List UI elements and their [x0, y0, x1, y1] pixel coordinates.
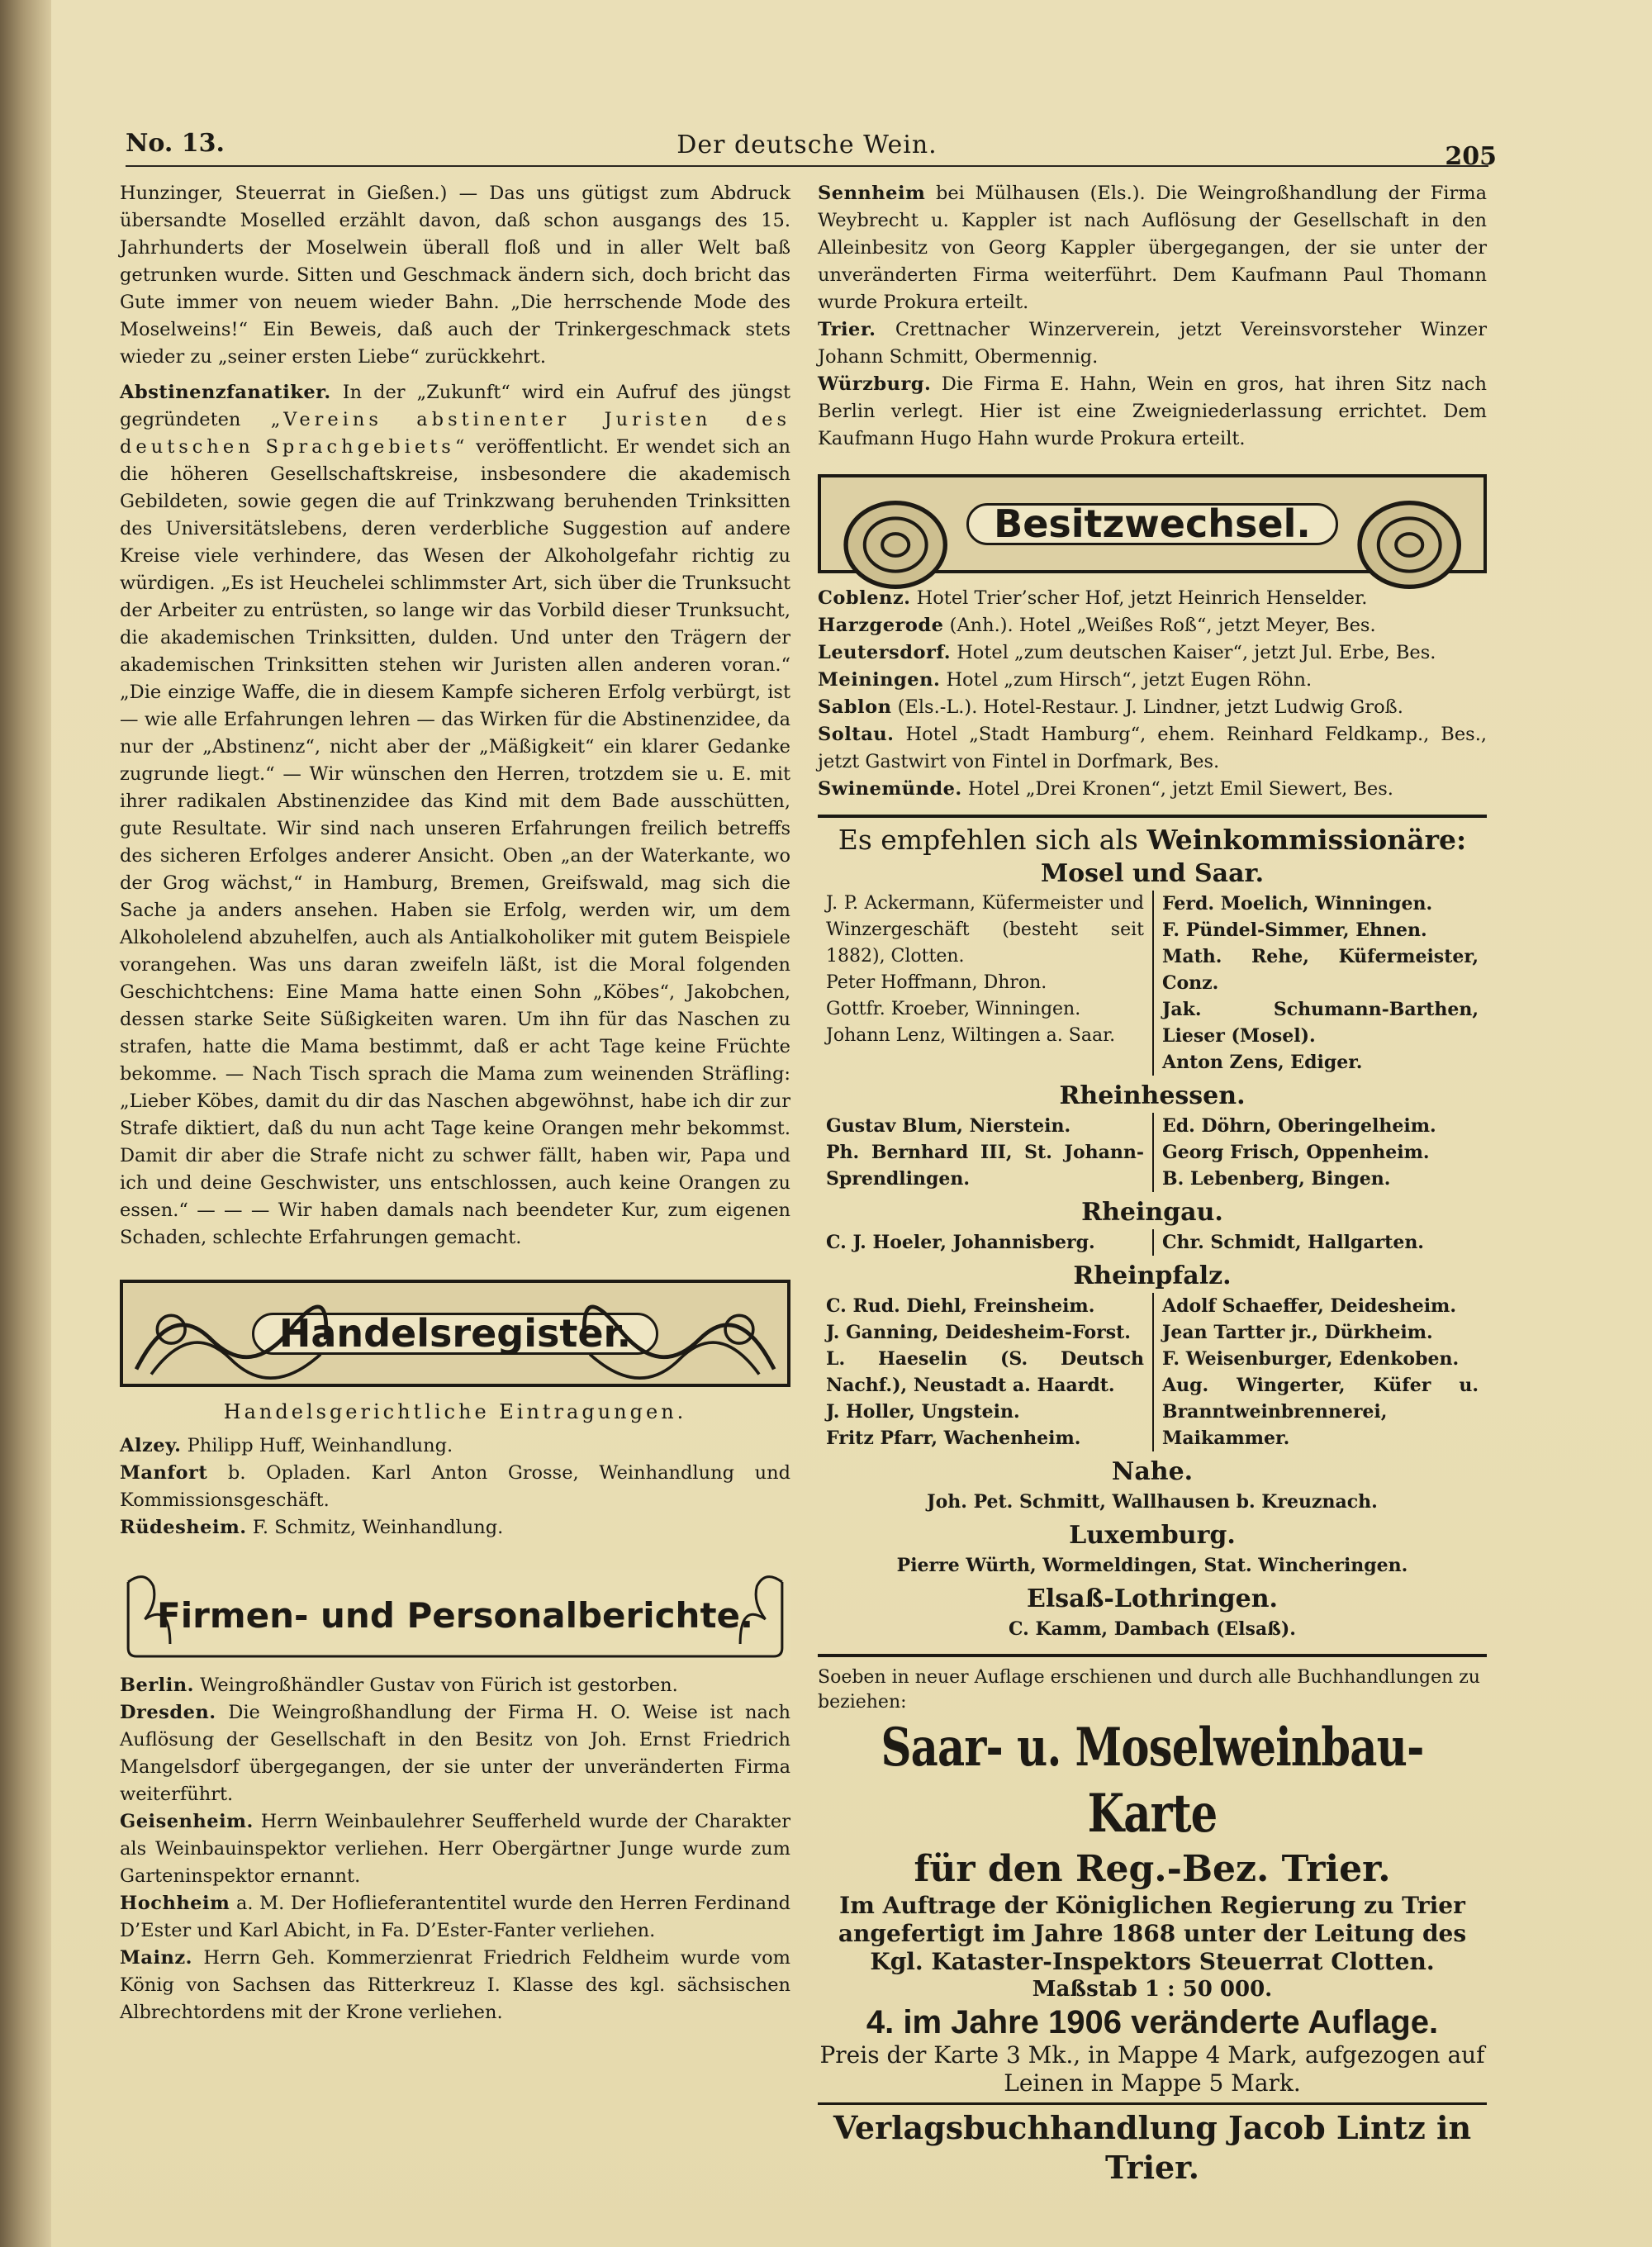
commissionaire-entry: Peter Hoffmann, Dhron.	[826, 972, 1047, 993]
region-nahe: Nahe.	[1111, 1457, 1194, 1486]
ad-price: Preis der Karte 3 Mk., in Mappe 4 Mark, aufgezogen auf Leinen in Mappe 5 Mark.	[819, 2041, 1485, 2097]
region-luxemburg: Luxemburg.	[1069, 1521, 1236, 1550]
firm-report-entry-place: Berlin.	[120, 1675, 194, 1696]
firm-report-entry-place: Mainz.	[120, 1947, 193, 1969]
commissionaire-entry: J. Holler, Ungstein.	[826, 1401, 1020, 1423]
commissionaires-heading	[818, 824, 1487, 856]
luxemburg-commissionaire: Pierre Würth, Wormeldingen, Stat. Wincheringen.	[896, 1555, 1408, 1576]
snail-right-icon	[1343, 484, 1475, 595]
commissionaire-entry: J. Ganning, Deidesheim-Forst.	[826, 1322, 1131, 1343]
commissionaire-entry: Ferd. Moelich, Winningen.	[1162, 893, 1433, 914]
rheinhessen-right-list	[1152, 1113, 1487, 1192]
ownership-change-entry-place: Sablon	[818, 696, 892, 718]
commissionaire-entry: Jean Tartter jr., Dürkheim.	[1162, 1322, 1433, 1343]
commissionaire-entry: Chr. Schmidt, Hallgarten.	[1162, 1232, 1424, 1253]
map-advertisement	[818, 1665, 1487, 2188]
commissionaire-entry: F. Weisenburger, Edenkoben.	[1162, 1348, 1460, 1370]
register-entry-place: Manfort	[120, 1462, 208, 1484]
commissionaire-entry: Jak. Schumann-Barthen, Lieser (Mosel).	[1162, 999, 1479, 1047]
commissionaire-entry: Anton Zens, Ediger.	[1162, 1052, 1363, 1073]
ad-intro: Soeben in neuer Auflage erschienen und durch alle Buchhandlungen zu beziehen:	[818, 1667, 1480, 1713]
firm-report-entry-place: Hochheim	[120, 1893, 230, 1914]
commissionaires-heading-b: Weinkommissionäre:	[1146, 824, 1467, 856]
mosel-left-list	[818, 891, 1152, 1076]
register-entry-text: Philipp Huff, Weinhandlung.	[187, 1435, 453, 1456]
handelsregister-title: Handelsregister.	[252, 1313, 658, 1355]
register-entry-place: Rüdesheim.	[120, 1517, 247, 1538]
region-mosel: Mosel und Saar.	[1040, 859, 1265, 888]
firm-report-entry-text: Die Weingroßhandlung der Firma H. O. Weise ist nach Auflösung der Gesellschaft in den Besitz von Joh. Ernst Friedrich Mangelsdorf übergegangen, der sie unter der unveränderten Firma weiterführt.	[120, 1702, 790, 1805]
divider	[818, 815, 1487, 818]
ad-body: Im Auftrage der Königlichen Regierung zu Trier angefertigt im Jahre 1868 unter der Leitung des Kgl. Kataster-Inspektors Steuerrat Clotten.	[838, 1892, 1467, 1975]
commissionaire-entry: C. J. Hoeler, Johannisberg.	[826, 1232, 1095, 1253]
firm-report-entry-text: Die Firma E. Hahn, Wein en gros, hat ihren Sitz nach Berlin verlegt. Hier ist eine Zweigniederlassung errichtet. Dem Kaufmann Hugo Hahn wurde Prokura erteilt.	[818, 373, 1487, 449]
region-rheingau: Rheingau.	[1081, 1198, 1223, 1227]
ownership-change-entry-text: Hotel „Drei Kronen“, jetzt Emil Siewert, Bes.	[967, 778, 1393, 800]
commissionaire-entry: C. Rud. Diehl, Freinsheim.	[826, 1295, 1095, 1317]
ownership-change-entry-place: Soltau.	[818, 724, 895, 745]
firm-report-entry-place: Dresden.	[120, 1702, 216, 1723]
firm-report-entry-place: Geisenheim.	[120, 1811, 254, 1832]
ownership-change-entry	[818, 721, 1487, 776]
ownership-change-entry	[818, 639, 1487, 667]
mosel-commissionaires	[818, 891, 1487, 1076]
firm-report-entry	[818, 180, 1487, 316]
handelsregister-banner	[120, 1280, 790, 1387]
elsass-commissionaire: C. Kamm, Dambach (Elsaß).	[1009, 1618, 1296, 1640]
rheinhessen-commissionaires	[818, 1113, 1487, 1192]
ad-scale: Maßstab 1 : 50 000.	[1032, 1977, 1273, 2002]
ownership-change-entry-text: Hotel „zum deutschen Kaiser“, jetzt Jul. Erbe, Bes.	[957, 642, 1436, 663]
firmen-frame-icon	[120, 1570, 790, 1660]
divider-ad	[818, 1654, 1487, 1657]
firm-report-entry	[120, 1699, 790, 1808]
rheinpfalz-left-list	[818, 1293, 1152, 1451]
ownership-change-entry-text: Hotel Trier’scher Hof, jetzt Heinrich Henselder.	[916, 587, 1368, 609]
ownership-change-entry-place: Harzgerode	[818, 615, 944, 636]
ownership-change-entry	[818, 776, 1487, 803]
commissionaire-entry: Ed. Döhrn, Oberingelheim.	[1162, 1115, 1436, 1137]
rheingau-left-list	[818, 1229, 1152, 1256]
register-entry	[120, 1460, 790, 1514]
region-rheinhessen: Rheinhessen.	[1059, 1081, 1246, 1110]
commissionaire-entry: Gustav Blum, Nierstein.	[826, 1115, 1071, 1137]
register-entry	[120, 1432, 790, 1460]
abstinence-text-2: veröffentlicht. Er wendet sich an die höheren Gesellschaftskreise, insbesondere die akademisch Gebildeten, sowie gegen die auf Trinkzwang beruhenden Trinksitten des Universitätslebens, deren verderbliche Suggestion auf andere Kreise viele verhindere, das Wesen der Alkoholgefahr richtig zu würdigen. „Es ist Heuchelei schlimmster Art, sich über die Trunksucht der Arbeiter zu entrüsten, so lange wir das Vorbild dieser Trunksucht, die akademischen Trinksitten, dulden. Und unter den Trägern der akademischen Trinksitten stehen wir Juristen allen anderen voran.“ „Die einzige Waffe, die in diesem Kampfe sicheren Erfolg verbürgt, ist — wie alle Erfahrungen lehren — das Wirken für die Abstinenzidee, da nur der „Abstinenz“, nicht aber der „Mäßigkeit“ ein klarer Gedanke zugrunde liegt.“ — Wir wünschen den Herren, trotzdem sie u. E. mit ihrer radikalen Abstinenzidee das Kind mit dem Bade ausschütten, gute Resultate. Wir sind nach unseren Erfahrungen freilich betreffs des sicheren Erfolges anderer Ansicht. Oben „an der Waterkante, wo der Grog wächst,“ in Hamburg, Bremen, Greifswald, mag sich die Sache ja anders ansehen. Haben sie Erfolg, werden wir, um dem Alkoholelend abzuhelfen, auch als Antialkoholiker mit gutem Beispiele vorangehen. Was uns daran zweifeln läßt, ist die Moral folgenden Geschichtchens: Eine Mama hatte einen Sohn „Köbes“, Jakobchen, dessen starke Seite Süßigkeiten waren. Um ihn für das Naschen zu strafen, hatte die Mama bestimmt, daß er acht Tage keine Früchte bekomme. — Nach Tisch sprach die Mama zum weinenden Sträfling: „Lieber Köbes, damit du dir das Naschen abgewöhnst, habe ich dir zur Strafe diktiert, daß du nun acht Tage keine Orangen mehr bekommst. Damit dir aber die Strafe nicht zu schwer fällt, haben wir, Papa und ich und deine Geschwister, uns entschlossen, auch keine Orangen zu essen.“ — — — Wir haben damals nach beendeter Kur, zum eigenen Schaden, schlechte Erfahrungen gemacht.	[120, 436, 791, 1248]
firm-report-entry-place: Trier.	[818, 319, 876, 340]
firmen-banner	[120, 1570, 790, 1660]
rheinhessen-left-list	[818, 1113, 1152, 1192]
ornament-left-icon	[131, 1290, 330, 1390]
mosel-right-list	[1152, 891, 1487, 1076]
firm-report-entry-text: Herrn Geh. Kommerzienrat Friedrich Feldheim wurde vom König von Sachsen das Ritterkreuz I. Klasse des kgl. sächsischen Albrechtordens mit der Krone verliehen.	[120, 1947, 791, 2023]
ad-publisher: Verlagsbuchhandlung Jacob Lintz in Trier.	[818, 2102, 1487, 2188]
ad-subtitle: für den Reg.-Bez. Trier.	[914, 1848, 1391, 1890]
right-column	[818, 180, 1487, 2188]
firmen-list	[120, 1672, 790, 2026]
snail-left-icon	[829, 484, 961, 595]
firm-report-entry-text: bei Mülhausen (Els.). Die Weingroßhandlung der Firma Weybrecht u. Kappler ist nach Auflösung der Gesellschaft in den Alleinbesitz von Georg Kappler übergegangen, der sie unter der unveränderten Firma weiterführt. Dem Kaufmann Paul Thomann wurde Prokura erteilt.	[818, 183, 1488, 313]
ownership-change-entry-text: Hotel „zum Hirsch“, jetzt Eugen Röhn.	[946, 669, 1313, 691]
rheingau-right-list	[1152, 1229, 1487, 1256]
nahe-commissionaire: Joh. Pet. Schmitt, Wallhausen b. Kreuznach.	[927, 1491, 1378, 1513]
ad-edition: 4. im Jahre 1906 veränderte Auflage.	[866, 2004, 1439, 2040]
commissionaire-entry: Aug. Wingerter, Küfer u. Branntweinbrennerei, Maikammer.	[1162, 1375, 1479, 1449]
ownership-change-entry	[818, 612, 1487, 639]
commissionaires-heading-a: Es empfehlen sich als	[838, 824, 1138, 856]
commissionaire-entry: L. Haeselin (S. Deutsch Nachf.), Neustadt a. Haardt.	[826, 1348, 1144, 1396]
abstinence-headline: Abstinenzfanatiker.	[120, 382, 331, 403]
ownership-change-entry	[818, 667, 1487, 694]
besitzwechsel-banner	[818, 474, 1487, 573]
ownership-change-entry-place: Leutersdorf.	[818, 642, 952, 663]
firm-report-entry-place: Sennheim	[818, 183, 926, 204]
ornament-right-icon	[580, 1290, 779, 1390]
firm-report-entry	[120, 1808, 790, 1890]
firm-report-entry	[120, 1672, 790, 1699]
handelsregister-subheading: Handelsgerichtliche Eintragungen.	[223, 1400, 687, 1423]
commissionaire-entry: Georg Frisch, Oppenheim.	[1162, 1142, 1430, 1163]
firm-report-entry-text: Weingroßhändler Gustav von Fürich ist gestorben.	[200, 1675, 678, 1696]
left-column	[120, 180, 790, 2026]
firm-report-entry	[120, 1945, 790, 2026]
ownership-change-entry-place: Swinemünde.	[818, 778, 962, 800]
ownership-change-entry	[818, 694, 1487, 721]
besitzwechsel-title: Besitzwechsel.	[966, 503, 1338, 545]
page-header	[126, 124, 1497, 171]
ownership-change-entry-place: Coblenz.	[818, 587, 911, 609]
commissionaire-entry: Math. Rehe, Küfermeister, Conz.	[1162, 946, 1479, 994]
rheinpfalz-right-list	[1152, 1293, 1487, 1451]
handelsregister-list	[120, 1432, 790, 1542]
region-elsass: Elsaß-Lothringen.	[1027, 1584, 1278, 1613]
register-entry-text: b. Opladen. Karl Anton Grosse, Weinhandlung und Kommissionsgeschäft.	[120, 1462, 790, 1511]
commissionaire-entry: B. Lebenberg, Bingen.	[1162, 1168, 1391, 1190]
firm-report-entry-text: Crettnacher Winzerverein, jetzt Vereinsvorsteher Winzer Johann Schmitt, Obermennig.	[818, 319, 1488, 368]
commissionaire-entry: Adolf Schaeffer, Deidesheim.	[1162, 1295, 1456, 1317]
register-entry-place: Alzey.	[120, 1435, 182, 1456]
firm-report-entry	[120, 1890, 790, 1945]
commissionaire-entry: J. P. Ackermann, Küfermeister und Winzergeschäft (besteht seit 1882), Clotten.	[826, 893, 1144, 967]
rheinpfalz-commissionaires	[818, 1293, 1487, 1451]
issue-number: No. 13.	[126, 129, 225, 158]
ownership-change-entry-text: Hotel „Stadt Hamburg“, ehem. Reinhard Feldkamp., Bes., jetzt Gastwirt von Fintel in Dorfmark, Bes.	[818, 724, 1488, 772]
firm-report-entry-place: Würzburg.	[818, 373, 932, 395]
abstinence-article	[120, 379, 790, 1252]
book-spine	[0, 0, 51, 2247]
rheingau-commissionaires	[818, 1229, 1487, 1256]
register-entry	[120, 1514, 790, 1542]
intro-paragraph: Hunzinger, Steuerrat in Gießen.) — Das uns gütigst zum Abdruck übersandte Moselled erzählt davon, daß schon ausgangs des 15. Jahrhunderts der Moselwein überall floß und in aller Welt baß getrunken wurde. Sitten und Geschmack ändern sich, doch bricht das Gute immer von neuem wieder Bahn. „Die herrschende Mode des Moselweins!“ Ein Beweis, daß auch der Trinkergeschmack stets wieder zu „seiner ersten Liebe“ zurückkehrt.	[120, 183, 790, 368]
firm-report-entry-text: Herrn Weinbaulehrer Seufferheld wurde der Charakter als Weinbauinspektor verliehen. Herr Obergärtner Junge wurde zum Garteninspektor ernannt.	[120, 1811, 790, 1887]
besitzwechsel-list	[818, 585, 1487, 803]
firm-report-entry	[818, 316, 1487, 371]
commissionaire-entry: Ph. Bernhard III, St. Johann-Sprendlingen.	[826, 1142, 1144, 1190]
commissionaire-entry: Johann Lenz, Wiltingen a. Saar.	[826, 1025, 1116, 1046]
commissionaire-entry: Gottfr. Kroeber, Winningen.	[826, 999, 1081, 1019]
firmen-continued-list	[818, 180, 1487, 453]
firm-report-entry	[818, 371, 1487, 453]
commissionaire-entry: F. Pündel-Simmer, Ehnen.	[1162, 919, 1427, 941]
page-number: 205	[1445, 142, 1497, 171]
region-rheinpfalz: Rheinpfalz.	[1073, 1261, 1232, 1290]
firm-report-entry-text: a. M. Der Hoflieferantentitel wurde den Herren Ferdinand D’Ester und Karl Abicht, in Fa. D’Ester-Fanter verliehen.	[120, 1893, 790, 1941]
ad-title: Saar- u. Moselweinbau-Karte	[881, 1717, 1424, 1845]
commissionaire-entry: Fritz Pfarr, Wachenheim.	[826, 1428, 1081, 1449]
ownership-change-entry-place: Meiningen.	[818, 669, 941, 691]
abstinence-society-name: „Vereins abstinenter Juristen des deutschen Sprachgebiets“	[120, 409, 790, 458]
register-entry-text: F. Schmitz, Weinhandlung.	[252, 1517, 504, 1538]
ownership-change-entry-text: (Anh.). Hotel „Weißes Roß“, jetzt Meyer, Bes.	[949, 615, 1376, 636]
firmen-title: Firmen- und Personalberichte.	[157, 1594, 753, 1636]
journal-title: Der deutsche Wein.	[676, 131, 938, 159]
ownership-change-entry-text: (Els.-L.). Hotel-Restaur. J. Lindner, jetzt Ludwig Groß.	[897, 696, 1403, 718]
abstinence-text-1: In der „Zukunft“ wird ein Aufruf des jüngst gegründeten	[120, 382, 790, 430]
